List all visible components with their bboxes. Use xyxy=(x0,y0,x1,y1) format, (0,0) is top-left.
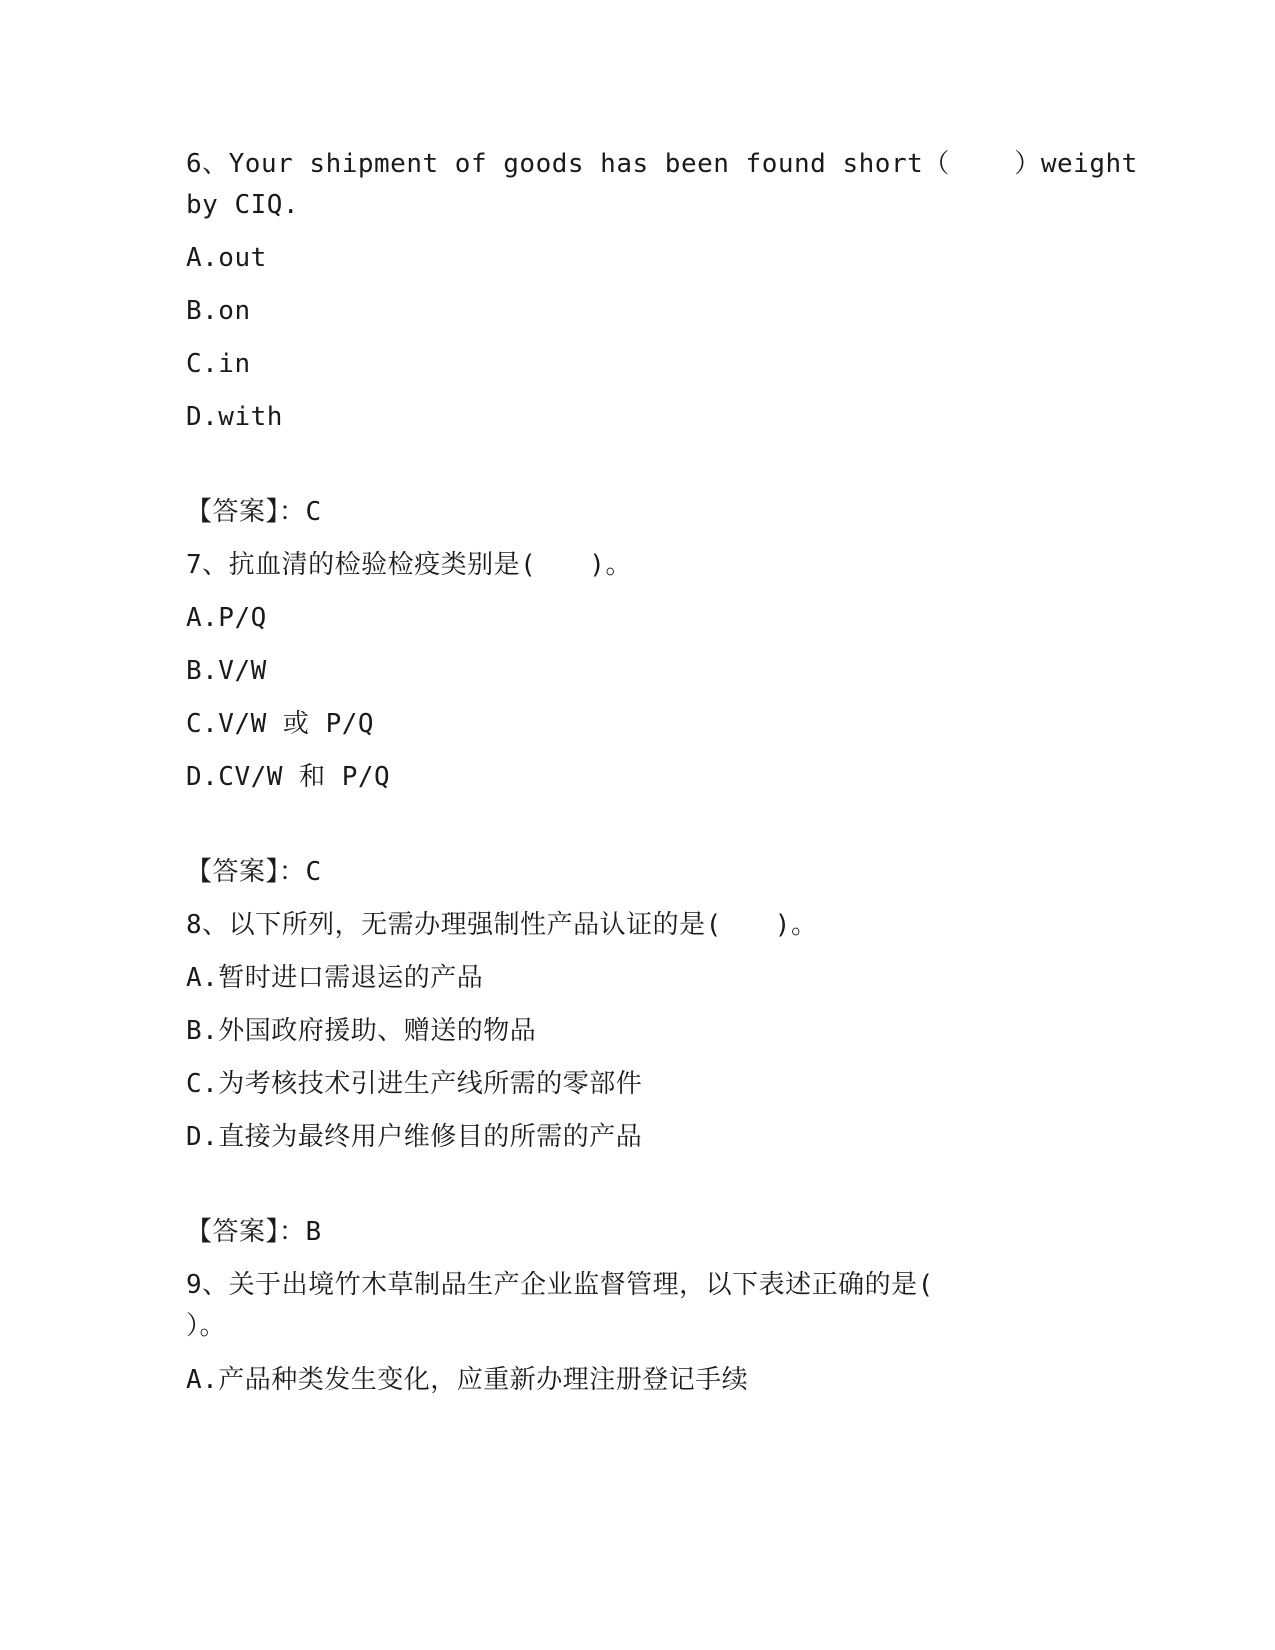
question-8-option-c: C.为考核技术引进生产线所需的零部件 xyxy=(186,1069,643,1099)
question-7-stem: 7、抗血清的检验检疫类别是( )。 xyxy=(186,550,632,580)
question-6-option-c: C.in xyxy=(186,349,251,379)
question-8-option-d: D.直接为最终用户维修目的所需的产品 xyxy=(186,1122,643,1152)
question-6-option-b: B.on xyxy=(186,296,251,326)
question-7-answer: 【答案】：C xyxy=(186,857,322,887)
question-9-stem-line-1: 9、关于出境竹木草制品生产企业监督管理，以下表述正确的是( xyxy=(186,1270,934,1300)
question-9-stem-line-2: ）。 xyxy=(186,1311,227,1341)
question-6-option-a: A.out xyxy=(186,243,267,273)
question-8-option-b: B.外国政府援助、赠送的物品 xyxy=(186,1016,537,1046)
question-7-option-c: C.V/W 或 P/Q xyxy=(186,709,375,739)
question-6-answer: 【答案】：C xyxy=(186,497,322,527)
question-8-stem: 8、以下所列，无需办理强制性产品认证的是( )。 xyxy=(186,910,818,940)
question-8-option-a: A.暂时进口需退运的产品 xyxy=(186,963,484,993)
question-6-stem-line-2: by CIQ. xyxy=(186,190,300,220)
question-8-answer: 【答案】：B xyxy=(186,1217,322,1247)
question-6-stem-line-1: 6、Your shipment of goods has been found short（ ）weight xyxy=(186,149,1138,179)
question-7-option-b: B.V/W xyxy=(186,656,267,686)
question-6-option-d: D.with xyxy=(186,402,283,432)
question-9-option-a: A.产品种类发生变化，应重新办理注册登记手续 xyxy=(186,1365,749,1395)
question-7-option-d: D.CV/W 和 P/Q xyxy=(186,762,391,792)
question-7-option-a: A.P/Q xyxy=(186,603,267,633)
